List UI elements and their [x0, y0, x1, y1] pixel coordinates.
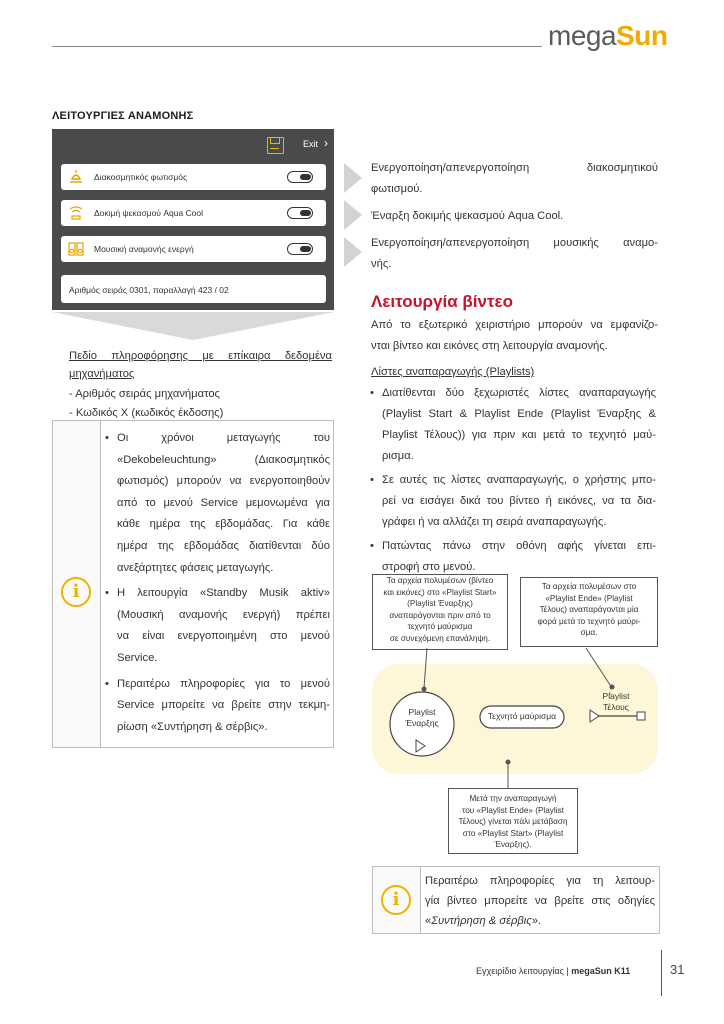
info-field-item: - Κωδικός X (κωδικός έκδοσης)	[69, 407, 224, 419]
bullet-mark: •	[105, 587, 109, 600]
megasun-logo: megaSun	[548, 20, 668, 51]
info-field-title: Πεδίο πληροφόρησης με επίκαιρα δεδομένα	[69, 350, 332, 362]
pointer-arrow	[344, 237, 362, 267]
section-title: ΛΕΙΤΟΥΡΓΙΕΣ ΑΝΑΜΟΝΗΣ	[52, 110, 194, 122]
serial-text: Αριθμός σειράς 0301, παραλλαγή 423 / 02	[69, 285, 229, 295]
bullet-line: Service.	[117, 652, 158, 664]
header-rule	[52, 46, 542, 47]
bullet-line: γράφει ή να αλλάζει τη σειρά αναπαραγωγής.	[382, 516, 607, 528]
bullet-line: Περαιτέρω πληροφορίες για το μενού	[117, 677, 330, 690]
page-number: 31	[670, 962, 685, 977]
bullet-line: (Playlist Start & Playlist Ende (Playlist Έναρξης &	[382, 408, 656, 420]
bullet-line: Σε αυτές τις λίστες αναπαραγωγής, ο χρήστης μπο-	[382, 474, 656, 486]
save-icon[interactable]	[267, 137, 284, 154]
bullet-line: κάθε ημέρα της εβδομάδας. Για κάθε	[117, 518, 330, 531]
bullet-mark: •	[105, 432, 109, 444]
video-intro: Από το εξωτερικό χειριστήριο μπορούν να εμφανίζο-	[371, 319, 658, 331]
video-intro-cont: νται βίντεο και εικόνες στη λειτουργία αναμονής.	[371, 340, 608, 352]
toggle-switch[interactable]	[287, 207, 313, 219]
info-icon: i	[61, 577, 91, 607]
toggle-switch[interactable]	[287, 243, 313, 255]
info-field-title-cont: μηχανήματος	[69, 368, 135, 380]
bullet-line: «Dekobeleuchtung» (Διακοσμητικός	[117, 453, 330, 466]
exit-button[interactable]: Exit	[303, 139, 319, 149]
desc-decor-lighting: Ενεργοποίηση/απενεργοποίηση διακοσμητικού	[371, 162, 658, 174]
row-label: Δοκιμή ψεκασμού Aqua Cool	[94, 208, 204, 218]
row-label: Διακοσμητικός φωτισμός	[94, 172, 188, 182]
footer-text: Εγχειρίδιο λειτουργίας | megaSun K11	[476, 966, 631, 976]
info-field-item: - Αριθμός σειράς μηχανήματος	[69, 388, 220, 400]
bullet-line: (Μουσική αναμονής ενεργή) πρέπει	[117, 608, 330, 621]
serial-info-field	[61, 275, 326, 303]
info-box-video-text: «Συντήρηση & σέρβις».	[425, 915, 542, 927]
row-aqua-cool[interactable]	[61, 200, 326, 226]
bullet-line: στροφή στο μενού.	[382, 561, 476, 573]
info-box-video-text: γία βίντεο μπορείτε να βρείτε στις οδηγίες	[425, 895, 655, 907]
desc-standby-music: Ενεργοποίηση/απενεργοποίηση μουσικής αναμο-	[371, 237, 658, 249]
node-playlist-end: Playlist Τέλους	[602, 691, 630, 712]
bullet-line: ρίωση «Συντήρηση & σέρβις».	[117, 720, 268, 733]
down-pointer-shape	[52, 312, 334, 340]
bullet-line: ημέρα της εβδομάδας διατίθενται δύο	[117, 540, 330, 552]
callout-playlist-end: Τα αρχεία πολυμέσων στο «Playlist Ende» (Playlist Τέλους) αναπαράγονται μία φορά μετά το τεχνητό μαύρι- σμα.	[520, 577, 658, 647]
bullet-line: να είναι ενεργοποιημένη στο μενού	[117, 630, 330, 643]
callout-playlist-start: Τα αρχεία πολυμέσων (βίντεο και εικόνες) στο «Playlist Start» (Playlist Έναρξης) αναπαράγονται πριν από το τεχνητό μαύρισμα σε συνεχόμενη επανάληψη.	[372, 574, 508, 650]
bullet-line: Διατίθενται δύο ξεχωριστές λίστες αναπαραγωγής	[382, 387, 656, 399]
bullet-line: ανεξάρτητες φάσεις μεταγωγής.	[117, 561, 274, 574]
standby-panel	[52, 129, 334, 310]
row-decor-lighting[interactable]	[61, 164, 326, 190]
bullet-mark: •	[105, 677, 109, 690]
bullet-line: Οι χρόνοι μεταγωγής του	[117, 432, 330, 444]
bullet-line: Η λειτουργία «Standby Musik aktiv»	[117, 587, 330, 600]
bullet-mark: •	[370, 540, 374, 552]
lamp-icon	[67, 168, 85, 186]
bullet-line: Playlist Τέλους)) για πριν και μετά το τεχνητό μαύ-	[382, 429, 656, 441]
bullet-line: Service μπορείτε να βρείτε στην τεκμη-	[117, 699, 330, 712]
playlists-heading: Λίστες αναπαραγωγής (Playlists)	[371, 366, 535, 378]
toggle-switch[interactable]	[287, 171, 313, 183]
spray-icon	[67, 204, 85, 222]
node-playlist-start: Playlist Έναρξης	[405, 707, 439, 728]
info-box-video-text: Περαιτέρω πληροφορίες για τη λειτουρ-	[425, 875, 655, 887]
bullet-line: από το μενού Service μεμονωμένα για	[117, 496, 330, 509]
pointer-arrow	[344, 163, 362, 193]
bullet-line: ρισμα.	[382, 450, 414, 462]
node-artificial-tanning: Τεχνητό μαύρισμα	[487, 711, 557, 721]
bullet-mark: •	[370, 387, 374, 399]
bullet-mark: •	[370, 474, 374, 486]
desc-decor-lighting-cont: φωτισμού.	[371, 183, 423, 195]
chevron-right-icon[interactable]: ›	[324, 136, 328, 150]
bullet-line: ρεί να εισάγει δικά του βίντεο ή εικόνες, να τα δια-	[382, 495, 656, 507]
video-title: Λειτουργία βίντεο	[371, 292, 513, 311]
row-standby-music[interactable]	[61, 236, 326, 262]
info-icon: i	[381, 885, 411, 915]
desc-aqua-cool: Έναρξη δοκιμής ψεκασμού Aqua Cool.	[371, 210, 564, 222]
footer-divider	[661, 950, 662, 996]
pointer-arrow	[344, 200, 362, 230]
bullet-line: φωτισμός) μπορούν να ενεργοποιηθούν	[117, 475, 330, 488]
row-label: Μουσική αναμονής ενεργή	[94, 244, 194, 254]
bullet-line: Πατώντας πάνω στην οθόνη αφής γίνεται επι-	[382, 540, 656, 552]
callout-loop-back: Μετά την αναπαραγωγή του «Playlist Ende» (Playlist Τέλους) γίνεται πάλι μετάβαση στο «Playlist Start» (Playlist Έναρξης).	[448, 788, 578, 854]
desc-standby-music-cont: νής.	[371, 258, 392, 270]
music-icon	[67, 240, 85, 258]
